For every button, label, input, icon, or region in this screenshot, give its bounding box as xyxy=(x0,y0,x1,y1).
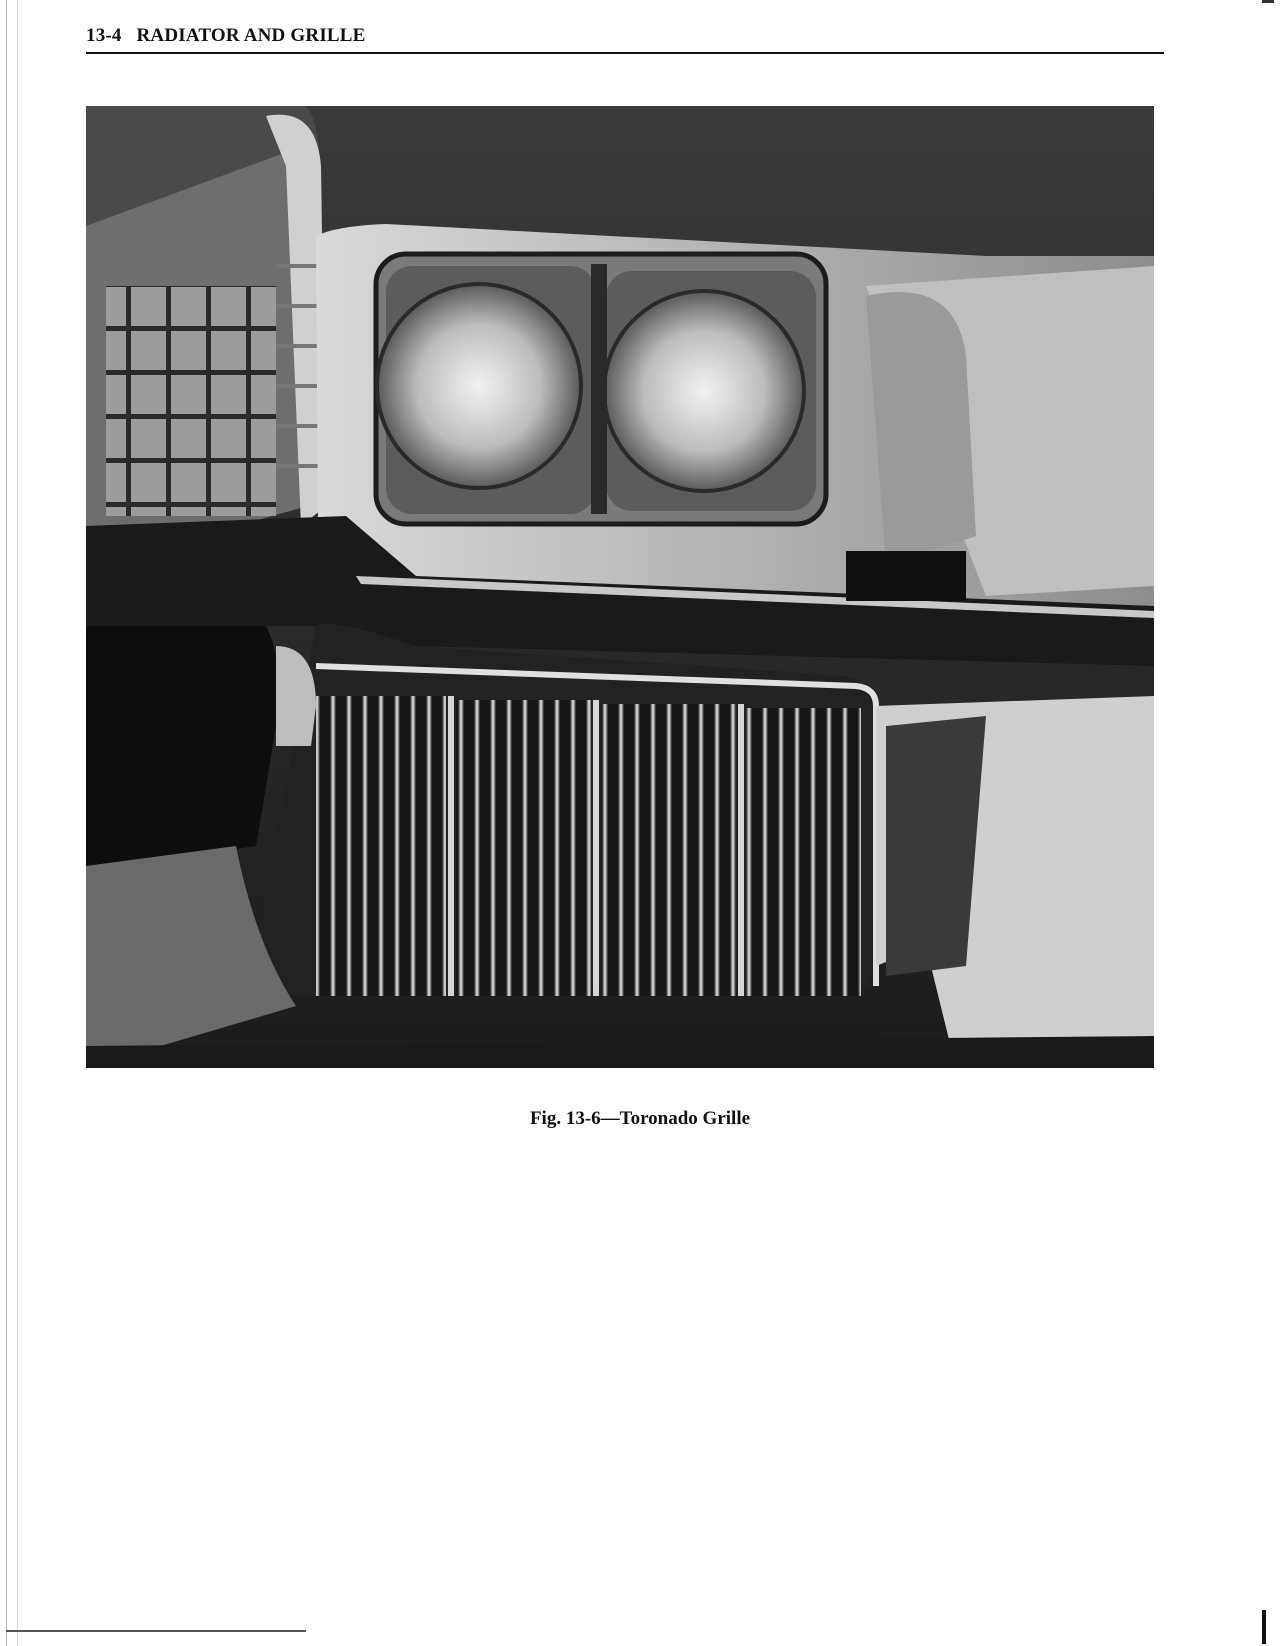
header-text xyxy=(86,25,366,47)
page-binding-edge xyxy=(6,0,18,1646)
page-bottom-edge xyxy=(6,1630,306,1632)
page-corner-mark-top xyxy=(1262,0,1274,3)
grille-photo-illustration xyxy=(86,106,1154,1068)
page-header xyxy=(86,22,1164,54)
grille-photograph xyxy=(86,106,1154,1068)
figure-caption: Fig. 13-6—Toronado Grille xyxy=(529,1108,751,1129)
section-number: 13-4 xyxy=(86,25,122,46)
section-title: RADIATOR AND GRILLE xyxy=(136,25,366,46)
page-corner-mark xyxy=(1262,1610,1266,1644)
